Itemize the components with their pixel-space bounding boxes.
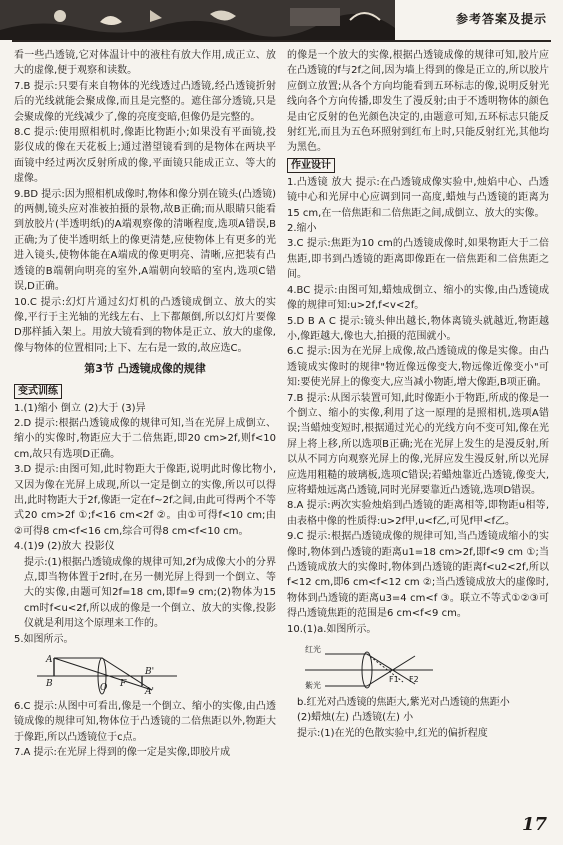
diagram-label: F: [120, 679, 127, 690]
answer-item: 4.(1)9 (2)放大 投影仪: [14, 541, 115, 553]
left-column: [14, 48, 276, 761]
diagram-label: A': [145, 687, 154, 697]
answer-item: 提示:(1)根据凸透镜成像的规律可知,2f为成像大小的分界点,即当物体置于2f时,在另一侧光屏上得到一个倒立、等大的实像,由题可知2f=18 cm,即f=9 cm;(2)物体为15 cm时f<u<2f,所以成的像是一个倒立、放大的实像,投影仪就是利用这个原理来工作的。: [24, 556, 276, 630]
answer-item: 1.凸透镜 放大 提示:在凸透镜成像实验中,烛焰中心、凸透镜中心和光屏中心应调到同一高度,蜡烛与凸透镜的距离为15 cm,在一倍焦距和二倍焦距之间,成倒立、放大的实像。: [287, 176, 549, 219]
diagram-label: F1: [389, 675, 399, 685]
answer-item: 4.BC 提示:由图可知,蜡烛成倒立、缩小的实像,由凸透镜成像的规律可知:u>2f,f<v<2f。: [287, 284, 549, 312]
diagram-label: A: [46, 655, 53, 666]
answer-item: 3.C 提示:焦距为10 cm的凸透镜成像时,如果物距大于二倍焦距,即书到凸透镜的距离即像距在一倍焦距和二倍焦距之间。: [287, 238, 549, 281]
answer-item: 7.A 提示:在光屏上得到的像一定是实像,即胶片成: [14, 747, 231, 759]
answer-item: 的像是一个放大的实像,根据凸透镜成像的规律可知,胶片应在凸透镜的f与2f之间,因为墙上得到的像是正立的,所以胶片应倒立放置;从各个方向均能看到五环标志的像,说明反射光线向各个方向传播,即发生了漫反射;由于不透明物体的颜色是由它反射的色光颜色决定的,由题意可知,五环标志只能反射红光,而且为五色环照射到红布上时,只能反射红光,其他均为黑色。: [287, 50, 549, 154]
section-tag: 作业设计: [287, 158, 335, 173]
dispersion-diagram: [305, 640, 435, 692]
diagram-label: B: [46, 679, 53, 690]
diagram-label: 紫光: [305, 681, 321, 691]
section-title: 参考答案及提示: [455, 12, 547, 26]
answer-item: 6.C 提示:因为在光屏上成像,故凸透镜成的像是实像。由凸透镜成实像时的规律"物近像远像变大,物远像近像变小"可知:要使光屏上的像变大,应当减小物距,增大像距,B项正确。: [287, 346, 549, 389]
answer-item: 7.B 提示:只要有来自物体的光线透过凸透镜,经凸透镜折射后的光线就能会聚成像,而且是完整的。遮住部分透镜,只是会聚成像的光线减少了,像的亮度变暗,但像仍是完整的。: [14, 80, 276, 123]
section-tag: 变式训练: [14, 384, 62, 399]
answer-item: 提示:(1)在光的色散实验中,红光的偏折程度: [297, 727, 488, 739]
answer-item: 2.D 提示:根据凸透镜成像的规律可知,当在光屏上成倒立、缩小的实像时,物距应大于二倍焦距,即20 cm>2f,则f<10 cm,故只有选项D正确。: [14, 417, 276, 460]
lens-ray-diagram: [32, 650, 182, 696]
diagram-label: F2: [409, 675, 419, 685]
answer-item: 6.C 提示:从图中可看出,像是一个倒立、缩小的实像,由凸透镜成像的规律可知,物体位于凸透镜的二倍焦距以外,物距大于像距,所以凸透镜位于c点。: [14, 701, 276, 743]
header-rule: [12, 40, 551, 42]
answer-item: 2.缩小: [287, 223, 317, 235]
answer-item: 3.D 提示:由图可知,此时物距大于像距,说明此时像比物小,又因为像在光屏上成现,所以一定是倒立的实像,所以可以得出,此时物距大于2f,像距一定在f~2f之间,由此可得两个不等式20 cm>2f ①;f<16 cm<2f ②。由①可得f<10 cm;由②可得8 cm<f<16 cm,综合可得8 cm<f<10 cm。: [14, 464, 276, 537]
answer-item: 9.C 提示:根据凸透镜成像的规律可知,当凸透镜成缩小的实像时,物体到凸透镜的距离u1=18 cm>2f,即f<9 cm ①;当凸透镜成放大的实像时,物体到凸透镜的距离f<u2<2f,所以f<12 cm,即6 cm<f<12 cm ②;当凸透镜成放大的虚像时,物体到凸透镜的距离u3=4 cm<f ③。联立不等式①②③可得凸透镜焦距的范围是6 cm<f<9 cm。: [287, 531, 549, 620]
answer-item: 看一些凸透镜,它对体温计中的液柱有放大作用,成正立、放大的虚像,便于观察和读数。: [14, 50, 276, 77]
answer-item: 1.(1)缩小 倒立 (2)大于 (3)异: [14, 402, 146, 414]
page-number: 17: [521, 814, 547, 835]
diagram-label: B': [145, 667, 155, 678]
right-column: [287, 48, 549, 741]
answer-item: (2)蜡烛(左) 凸透镜(左) 小: [297, 712, 414, 724]
answer-item: 10.(1)a.如图所示。: [287, 623, 377, 635]
answer-item: b.红光对凸透镜的焦距大,紫光对凸透镜的焦距小: [297, 697, 510, 709]
answer-item: 8.A 提示:两次实验烛焰到凸透镜的距离相等,即物距u相等,由表格中像的性质得:u>2f甲,u<f乙,可见f甲<f乙。: [287, 500, 549, 527]
diagram-label: 红光: [305, 645, 321, 655]
answer-item: 5.D B A C 提示:镜头伸出越长,物体离镜头就越近,物距越小,像距越大,像也大,拍摄的范围就小。: [287, 315, 549, 342]
answer-item: 8.C 提示:使用照相机时,像距比物距小;如果没有平面镜,投影仪成的像在天花板上;通过潜望镜看到的是物体在两块平面镜中经过两次反射所成的像,平面镜只能成正立、等大的虚像。: [14, 127, 276, 185]
answer-item: 10.C 提示:幻灯片通过幻灯机的凸透镜成倒立、放大的实像,平行于主光轴的光线左右、上下都颠倒,所以幻灯片要像D那样插入架上。用放大镜看到的物体是正立、放大的虚像,像与物体的位置相同;上下、左右是一致的,故应选C。: [14, 296, 276, 354]
section-heading: 第3节 凸透镜成像的规律: [84, 362, 206, 376]
answer-item: 9.BD 提示:因为照相机成像时,物体和像分别在镜头(凸透镜)的两侧,镜头应对准被拍摄的景物,故B正确;而从眼睛只能看到放胶片(半透明纸)的A端观察像的清晰程度,选项A错误,B正确;为了使半透明纸上的像更清楚,应使物体上有更多的光进入镜头,使物体能在A端成的像更明亮、清晰,应把装有凸透镜的B端朝向明亮的室外,A端朝向较暗的室内,选项C错误,D正确。: [14, 188, 276, 293]
answer-item: 7.B 提示:从图示装置可知,此时像距小于物距,所成的像是一个倒立、缩小的实像,利用了这一原理的是照相机,选项A错误;当蜡烛变短时,根据通过光心的光线方向不变可知,像在光屏上将上移,所以选项B正确;光在光屏上发生的是漫反射,所以从不同方向观察光屏上的像,光屏应发生漫反射,所以光屏应选用粗糙的玻璃板,选项C错误;若蜡烛靠近凸透镜,像变大,应将蜡烛远离凸透镜,同时光屏要靠近凸透镜,选项D错误。: [287, 392, 549, 496]
diagram-label: O: [100, 683, 108, 694]
answer-item: 5.如图所示。: [14, 633, 74, 645]
